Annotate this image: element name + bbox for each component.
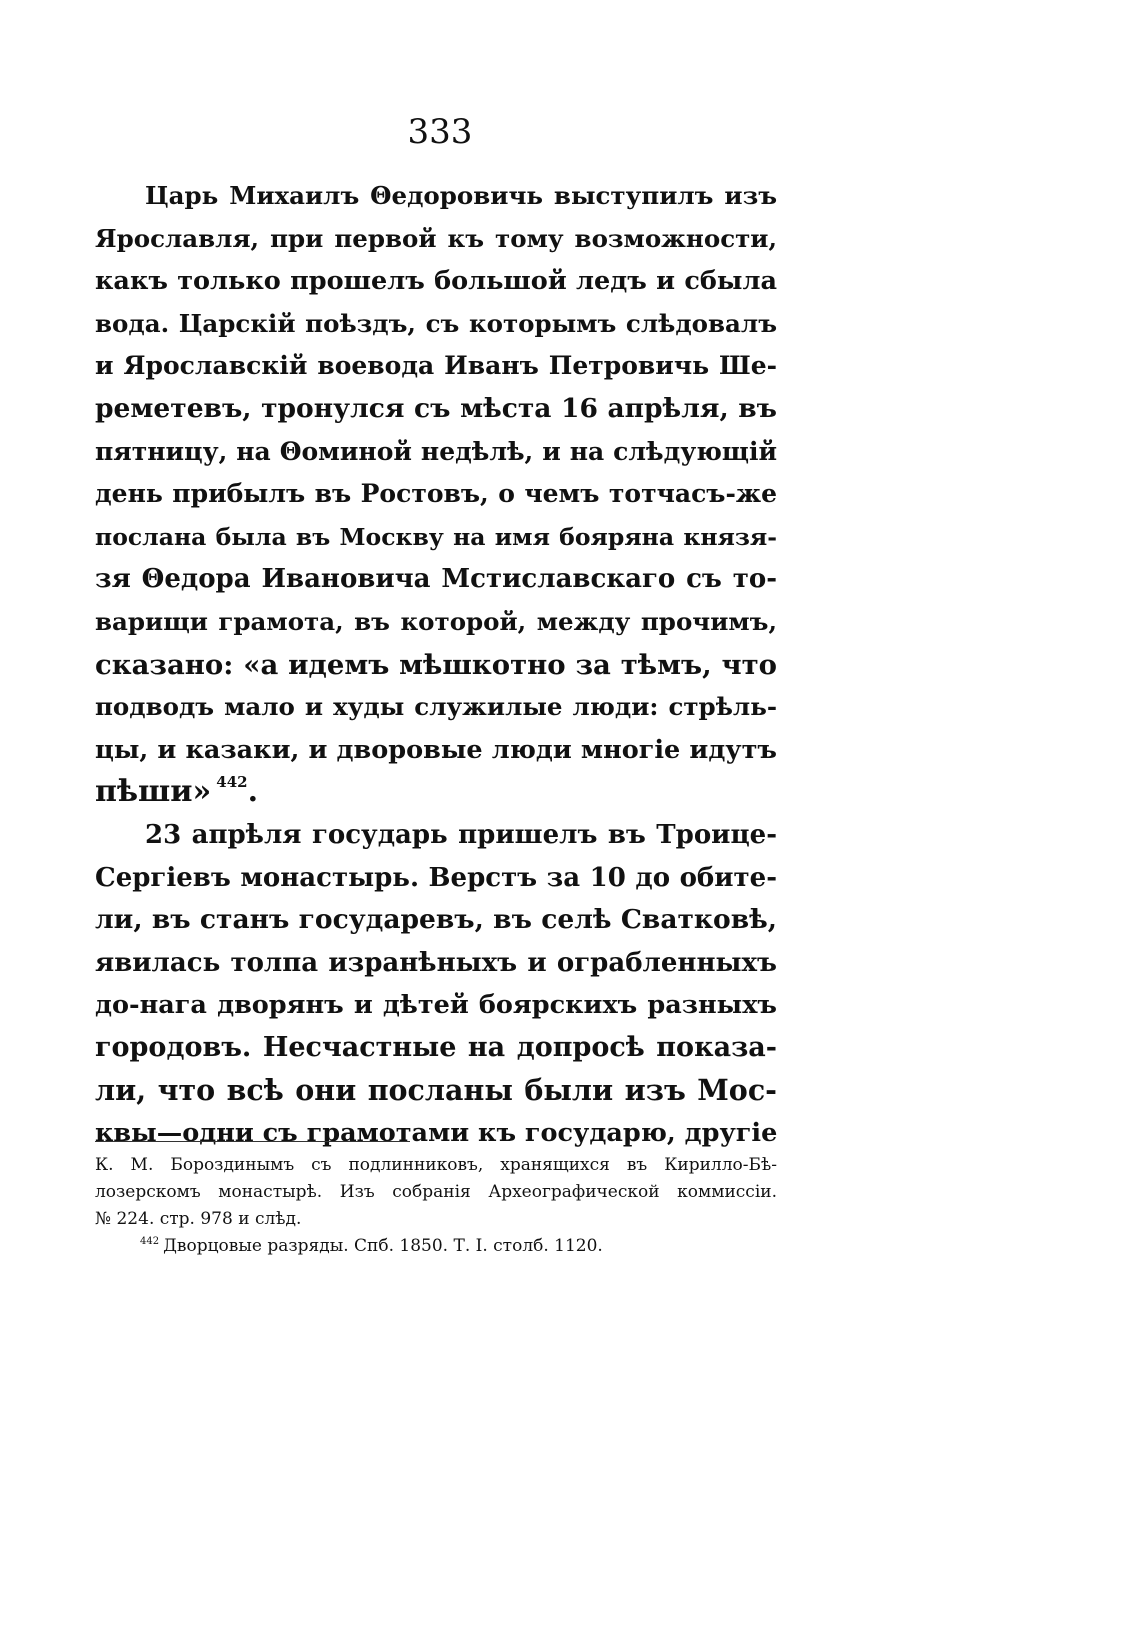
text-line: явилась толпа изранѣныхъ и ограбленныхъ (95, 947, 777, 978)
footnote-divider (95, 1141, 410, 1142)
text-line: ли, въ станъ государевъ, въ селѣ Сватковѣ, (95, 904, 777, 936)
footnote-reference: 442 (216, 773, 248, 792)
footnote-line: лозерскомъ монастырѣ. Изъ собранія Археографической коммиссіи. (95, 1182, 777, 1202)
text-line: цы, и казаки, и дворовые люди многіе идутъ (95, 734, 777, 765)
text-line: послана была въ Москву на имя бояряна князя- (95, 522, 777, 551)
text-line: городовъ. Несчастные на допросѣ показа- (95, 1031, 777, 1063)
text-line: какъ только прошелъ большой ледъ и сбыла (95, 266, 777, 297)
footnote-line: № 224. стр. 978 и слѣд. (95, 1209, 302, 1229)
text-line: и Ярославскій воевода Иванъ Петровичь Ше- (95, 351, 777, 381)
footnote-number: 442 (140, 1236, 160, 1247)
main-text (95, 175, 777, 1155)
text-line: 23 апрѣля государь пришелъ въ Троице- (145, 819, 777, 850)
text-line: зя Θедора Ивановича Мстиславскаго съ то- (95, 564, 777, 595)
text-line: сказано: «а идемъ мѣшкотно за тѣмъ, что (95, 648, 777, 681)
text-line: квы—одни съ грамотами къ государю, другіе (95, 1118, 778, 1149)
paragraph-end-line (95, 771, 777, 814)
footnotes (95, 1152, 777, 1260)
footnote-text: Дворцовые разряды. Спб. 1850. Т. I. столб. 1120. (163, 1236, 603, 1256)
footnote-line: К. М. Бороздинымъ съ подлинниковъ, хранящихся въ Кирилло-Бѣ- (95, 1155, 777, 1175)
text-line: пятницу, на Θоминой недѣлѣ, и на слѣдующій (95, 436, 777, 466)
text-line: Сергіевъ монастырь. Верстъ за 10 до обите- (95, 862, 777, 893)
text-line: вода. Царскій поѣздъ, съ которымъ слѣдовалъ (95, 308, 777, 338)
text-line: до-нага дворянъ и дѣтей боярскихъ разныхъ (95, 990, 777, 1021)
text-line: Ярославля, при первой къ тому возможности, (95, 223, 777, 253)
text-line: подводъ мало и худы служилые люди: стрѣль- (95, 692, 777, 722)
closing-mark: . (247, 774, 259, 810)
text-line: Царь Михаилъ Θедоровичь выступилъ изъ (145, 181, 777, 210)
text-line: реметевъ, тронулся съ мѣста 16 апрѣля, въ (95, 392, 777, 424)
text-line: пѣши» (95, 774, 212, 810)
text-line: день прибылъ въ Ростовъ, о чемъ тотчасъ-же (95, 479, 777, 509)
text-line: ли, что всѣ они посланы были изъ Мос- (95, 1073, 777, 1108)
footnote-442 (95, 1233, 777, 1260)
page-number: 333 (407, 112, 473, 152)
text-line: варищи грамота, въ которой, между прочимъ, (95, 606, 777, 636)
